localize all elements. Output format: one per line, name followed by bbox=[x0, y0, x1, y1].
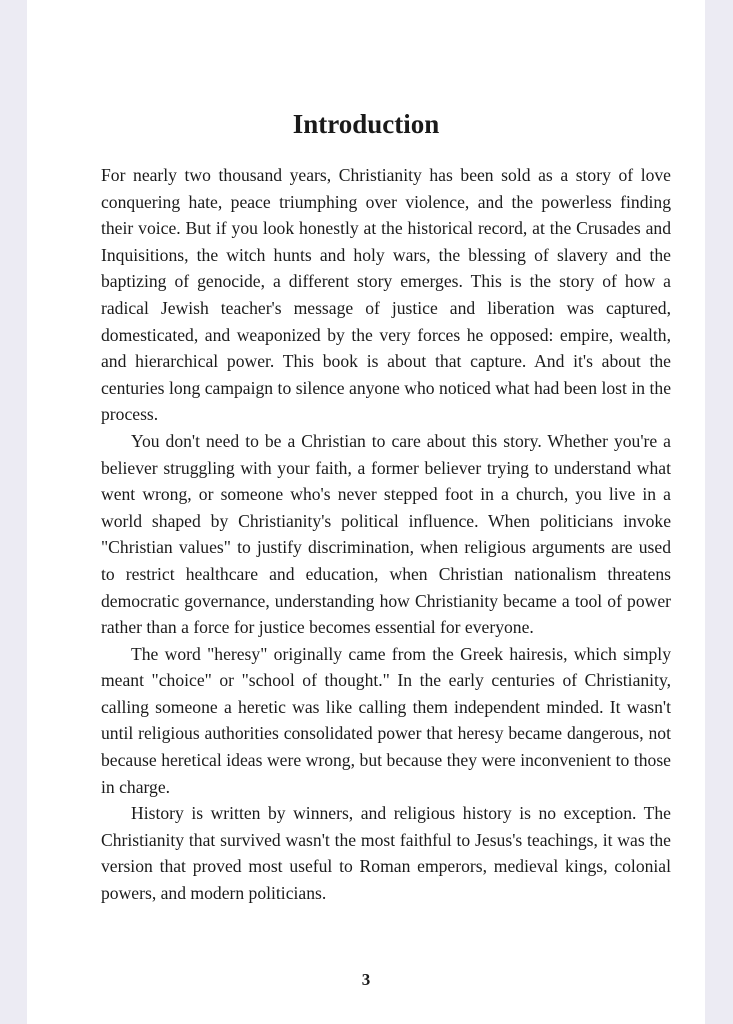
paragraph-2: You don't need to be a Christian to care about this story. Whether you're a believer struggling with your faith, a former believer trying to understand what went wrong, or someone who's never stepped foot in a church, you live in a world shaped by Christianity's political influence. When politicians invoke "Christian values" to justify discrimination, when religious arguments are used to restrict healthcare and education, when Christian nationalism threatens democratic governance, understanding how Christianity became a tool of power rather than a force for justice becomes essential for everyone. bbox=[101, 430, 671, 638]
chapter-title: Introduction bbox=[292, 109, 440, 139]
paragraph-3: The word "heresy" originally came from the Greek hairesis, which simply meant "choice" or "school of thought." In the early centuries of Christianity, calling someone a heretic was like calling them independent minded. It wasn't until religious authorities consolidated power that heresy became dangerous, not because heretical ideas were wrong, but because they were inconvenient to those in charge. bbox=[101, 643, 671, 797]
book-page bbox=[27, 0, 705, 1024]
paragraph-4: History is written by winners, and religious history is no exception. The Christianity that survived wasn't the most faithful to Jesus's teachings, it was the version that proved most useful to Roman emperors, medieval kings, colonial powers, and modern politicians. bbox=[101, 803, 671, 904]
body-text bbox=[101, 162, 671, 907]
paragraph-1: For nearly two thousand years, Christianity has been sold as a story of love conquering hate, peace triumphing over violence, and the powerless finding their voice. But if you look honestly at the historical record, at the Crusades and Inquisitions, the witch hunts and holy wars, the blessing of slavery and the baptizing of genocide, a different story emerges. This is the story of how a radical Jewish teacher's message of justice and liberation was captured, domesticated, and weaponized by the very forces he opposed: empire, wealth, and hierarchical power. This book is about that capture. And it's about the centuries long campaign to silence anyone who noticed what had been lost in the process. bbox=[101, 165, 671, 425]
page-number: 3 bbox=[361, 970, 371, 989]
